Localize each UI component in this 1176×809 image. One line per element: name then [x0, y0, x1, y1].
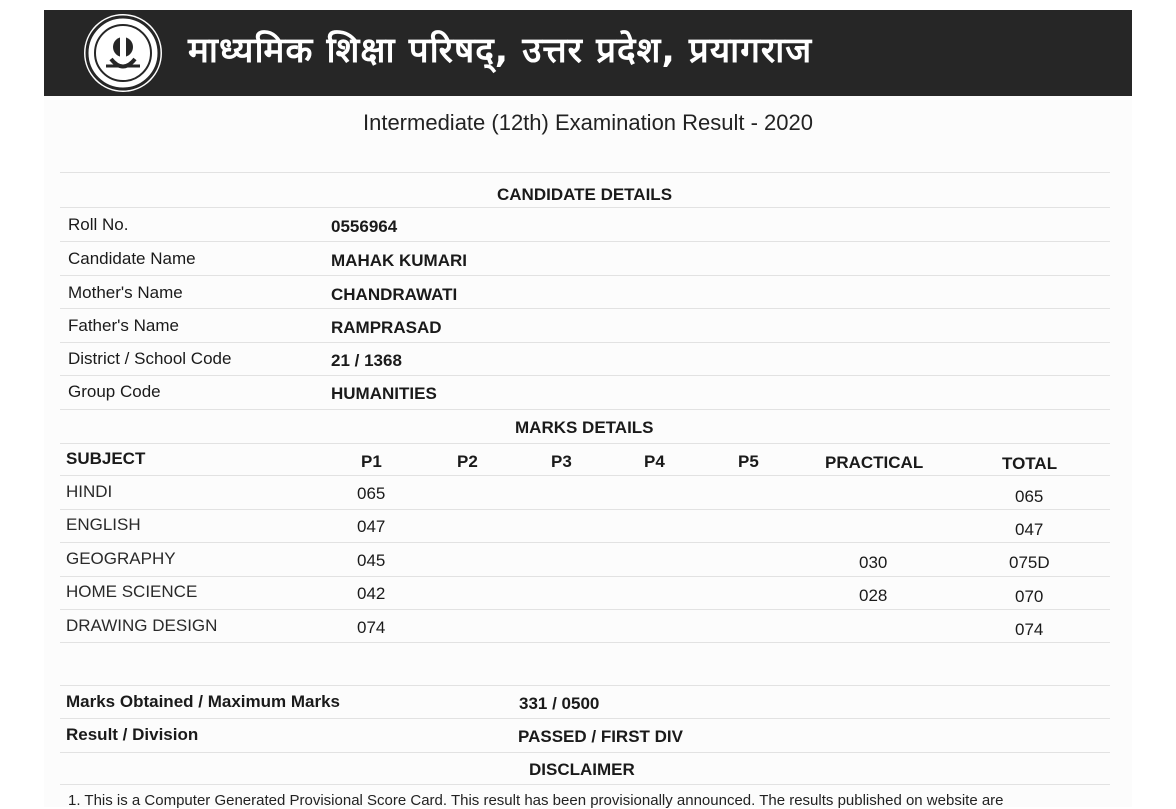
- col-header-p2: P2: [457, 452, 478, 471]
- mark-total: 075D: [1009, 553, 1050, 572]
- mark-practical: 030: [859, 553, 888, 572]
- col-header-total: TOTAL: [1002, 454, 1058, 473]
- field-label: Mother's Name: [68, 283, 183, 302]
- candidate-section-title: CANDIDATE DETAILS: [497, 185, 673, 204]
- divider: [60, 275, 1110, 276]
- mark-p1: 042: [357, 584, 386, 603]
- board-name: माध्यमिक शिक्षा परिषद्, उत्तर प्रदेश, प्रयागराज: [188, 31, 813, 71]
- subject-name: GEOGRAPHY: [66, 549, 176, 568]
- district-school-code: 21 / 1368: [331, 351, 402, 370]
- divider: [60, 375, 1110, 376]
- board-emblem-icon: [84, 14, 162, 92]
- divider: [60, 409, 1110, 410]
- mark-p1: 074: [357, 618, 386, 637]
- col-header-p3: P3: [551, 452, 572, 471]
- mother-name: CHANDRAWATI: [331, 285, 458, 304]
- divider: [60, 342, 1110, 343]
- subject-name: ENGLISH: [66, 515, 141, 534]
- divider: [60, 207, 1110, 208]
- subject-name: HINDI: [66, 482, 113, 501]
- field-label: Group Code: [68, 382, 161, 401]
- col-header-p1: P1: [361, 452, 382, 471]
- disclaimer-text: 1. This is a Computer Generated Provisional Score Card. This result has been provisionally announced. The results published on website are: [68, 792, 1004, 809]
- subject-name: HOME SCIENCE: [66, 582, 198, 601]
- divider: [60, 576, 1110, 577]
- divider: [60, 542, 1110, 543]
- field-label: Roll No.: [68, 215, 129, 234]
- divider: [60, 784, 1110, 785]
- field-label: Father's Name: [68, 316, 179, 335]
- mark-practical: 028: [859, 586, 888, 605]
- divider: [60, 752, 1110, 753]
- exam-title: Intermediate (12th) Examination Result - 2020: [362, 110, 813, 135]
- result-value: PASSED / FIRST DIV: [518, 727, 683, 746]
- divider: [60, 443, 1110, 444]
- subject-name: DRAWING DESIGN: [66, 616, 218, 635]
- field-label: Candidate Name: [68, 249, 196, 268]
- divider: [60, 685, 1110, 686]
- mark-p1: 047: [357, 517, 386, 536]
- divider: [60, 475, 1110, 476]
- marks-section-title: MARKS DETAILS: [515, 418, 654, 437]
- mark-total: 065: [1015, 487, 1044, 506]
- group-code: HUMANITIES: [331, 384, 437, 403]
- divider: [60, 241, 1110, 242]
- marks-obtained-value: 331 / 0500: [519, 694, 600, 713]
- divider: [60, 172, 1110, 173]
- mark-p1: 065: [357, 484, 386, 503]
- mark-total: 047: [1015, 520, 1044, 539]
- divider: [60, 642, 1110, 643]
- mark-total: 074: [1015, 620, 1044, 639]
- divider: [60, 308, 1110, 309]
- divider: [60, 509, 1110, 510]
- candidate-name: MAHAK KUMARI: [331, 251, 467, 270]
- disclaimer-title: DISCLAIMER: [529, 760, 635, 779]
- mark-total: 070: [1015, 587, 1044, 606]
- divider: [60, 718, 1110, 719]
- col-header-p4: P4: [644, 452, 665, 471]
- marks-obtained-label: Marks Obtained / Maximum Marks: [66, 692, 340, 711]
- col-header-practical: PRACTICAL: [825, 453, 924, 472]
- mark-p1: 045: [357, 551, 386, 570]
- col-header-subject: SUBJECT: [66, 449, 146, 468]
- col-header-p5: P5: [738, 452, 759, 471]
- father-name: RAMPRASAD: [331, 318, 442, 337]
- roll-number: 0556964: [331, 217, 398, 236]
- field-label: District / School Code: [68, 349, 232, 368]
- divider: [60, 609, 1110, 610]
- result-label: Result / Division: [66, 725, 199, 744]
